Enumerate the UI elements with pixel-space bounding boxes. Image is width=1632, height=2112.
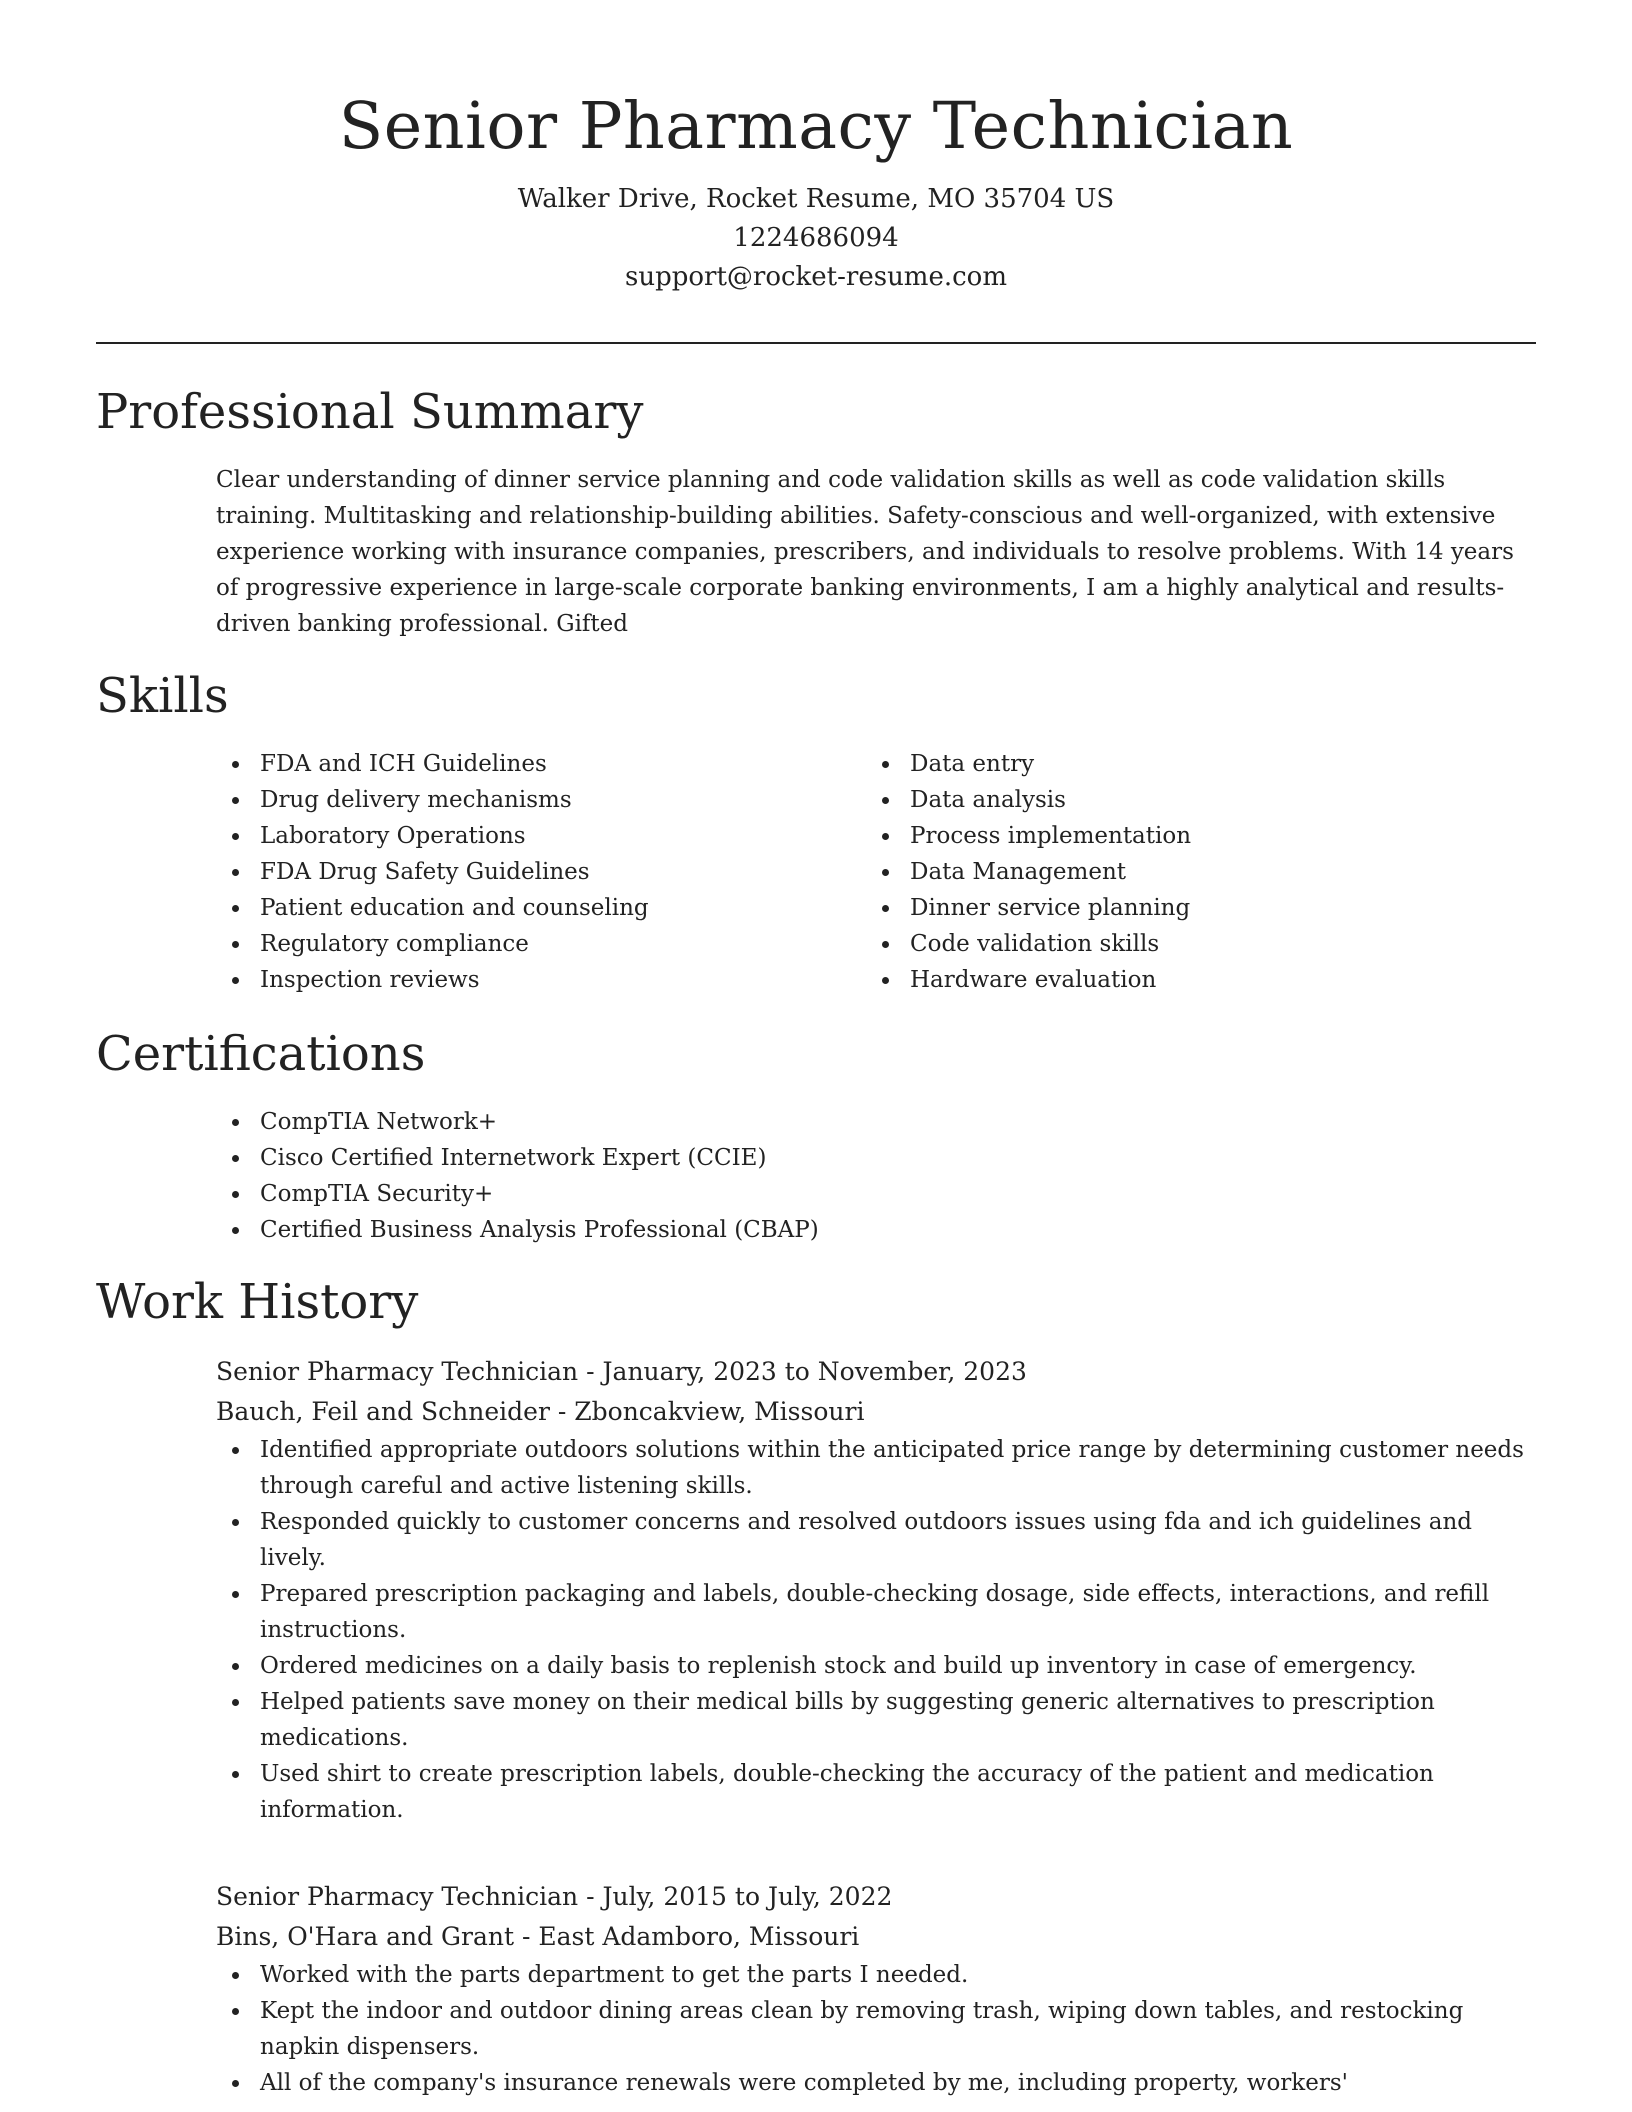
skill-item: Hardware evaluation [866,962,1506,998]
header-divider [96,342,1536,344]
job-company-line [216,1392,1541,1432]
job-location: - Zboncakview, Missouri [549,1397,865,1426]
work-history-heading: Work History [96,1274,419,1330]
certifications-list [216,1104,1516,1248]
job-dates: - July, 2015 to July, 2022 [578,1882,893,1911]
job-bullet-list [216,1432,1541,1828]
skill-item: Patient education and counseling [216,890,836,926]
contact-address: Walker Drive, Rocket Resume, MO 35704 US [517,184,1115,214]
skills-heading: Skills [96,668,229,724]
job-bullet: Ordered medicines on a daily basis to replenish stock and build up inventory in case of emergency. [216,1648,1541,1684]
certification-item: CompTIA Network+ [216,1104,1516,1140]
job-role-line [216,1877,1541,1917]
skill-item: Code validation skills [866,926,1506,962]
skill-item: Dinner service planning [866,890,1506,926]
job-company: Bauch, Feil and Schneider [216,1397,550,1426]
skill-item: Inspection reviews [216,962,836,998]
skills-list-right [866,746,1506,998]
skill-item: Regulatory compliance [216,926,836,962]
job-company: Bins, O'Hara and Grant [216,1922,514,1951]
skill-item: Data entry [866,746,1506,782]
job-bullet: Responded quickly to customer concerns and resolved outdoors issues using fda and ich guidelines and lively. [216,1504,1541,1576]
contact-phone: 1224686094 [733,223,899,253]
certifications-heading: Certifications [96,1026,426,1082]
certification-item: Cisco Certified Internetwork Expert (CCIE) [216,1140,1516,1176]
skill-item: Data Management [866,854,1506,890]
contact-email: support@rocket-resume.com [624,262,1007,292]
skill-item: Drug delivery mechanisms [216,782,836,818]
resume-header [0,0,1632,297]
job-bullet: Prepared prescription packaging and labels, double-checking dosage, side effects, interactions, and refill instructions. [216,1576,1541,1648]
job-entry [216,1877,1541,2101]
job-entry [216,1352,1541,1828]
skills-list-left [216,746,836,998]
certification-item: Certified Business Analysis Professional (CBAP) [216,1212,1516,1248]
job-bullet-list [216,1957,1541,2101]
job-role: Senior Pharmacy Technician [216,1882,579,1911]
job-bullet: Identified appropriate outdoors solutions within the anticipated price range by determining customer needs through careful and active listening skills. [216,1432,1541,1504]
job-company-line [216,1917,1541,1957]
skill-item: Laboratory Operations [216,818,836,854]
skill-item: Process implementation [866,818,1506,854]
summary-text: Clear understanding of dinner service planning and code validation skills as well as code validation skills training. Multitasking and relationship-building abilities. Safety-conscious and well-organized, with extensive experience working with insurance companies, prescribers, and individuals to resolve problems. With 14 years of progressive experience in large-scale corporate banking environments, I am a highly analytical and results-driven banking professional. Gifted [216,467,1514,637]
job-bullet: All of the company's insurance renewals were completed by me, including property, workers' [216,2065,1541,2101]
job-bullet: Used shirt to create prescription labels, double-checking the accuracy of the patient and medication information. [216,1756,1541,1828]
skill-item: Data analysis [866,782,1506,818]
contact-info [0,180,1632,297]
job-bullet: Kept the indoor and outdoor dining areas clean by removing trash, wiping down tables, and restocking napkin dispensers. [216,1993,1541,2065]
job-bullet: Helped patients save money on their medical bills by suggesting generic alternatives to prescription medications. [216,1684,1541,1756]
job-bullet: Worked with the parts department to get the parts I needed. [216,1957,1541,1993]
skill-item: FDA Drug Safety Guidelines [216,854,836,890]
certification-item: CompTIA Security+ [216,1176,1516,1212]
job-dates: - January, 2023 to November, 2023 [578,1357,1027,1386]
job-role-line [216,1352,1541,1392]
skill-item: FDA and ICH Guidelines [216,746,836,782]
job-role: Senior Pharmacy Technician [216,1357,579,1386]
candidate-title: Senior Pharmacy Technician [338,89,1294,164]
job-location: - East Adamboro, Missouri [514,1922,860,1951]
summary-heading: Professional Summary [96,384,644,440]
